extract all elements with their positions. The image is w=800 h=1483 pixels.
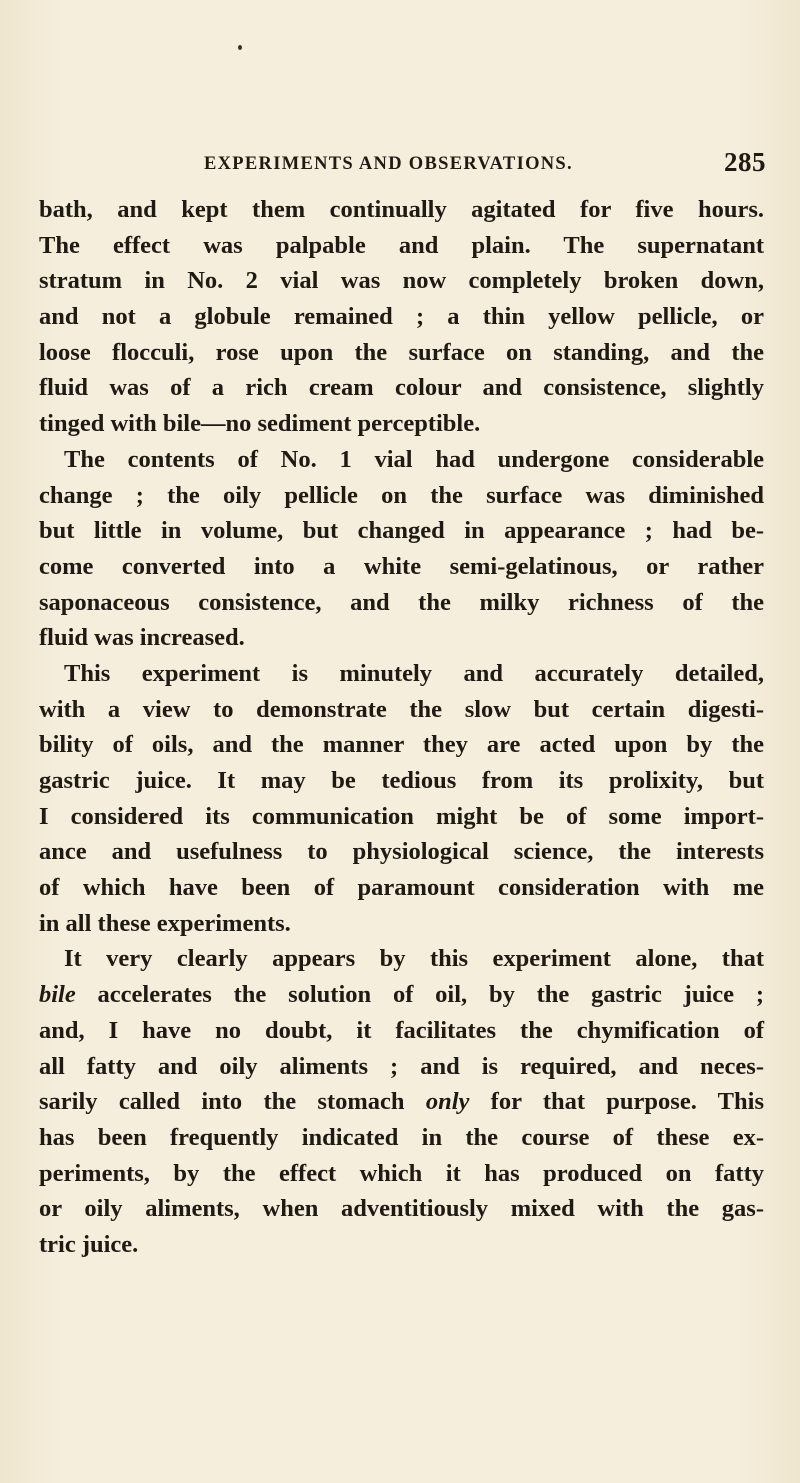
text-line: I considered its communication might be of some import-: [39, 802, 764, 830]
text-line: change ; the oily pellicle on the surface was diminished: [39, 481, 764, 509]
text-line: loose flocculi, rose upon the surface on standing, and the: [39, 338, 764, 366]
text-line: bath, and kept them continually agitated for five hours.: [39, 196, 764, 223]
text-line: saponaceous consistence, and the milky richness of the: [39, 588, 764, 616]
text-line: fluid was of a rich cream colour and consistence, slightly: [39, 374, 764, 402]
running-head: EXPERIMENTS AND OBSERVATIONS.: [204, 154, 573, 174]
text-line: all fatty and oily aliments ; and is required, and neces-: [39, 1052, 764, 1080]
text-fragment: sarily called into the stomach: [39, 1088, 426, 1116]
text-line: in all these experiments.: [39, 909, 291, 937]
text-line: has been frequently indicated in the course of these ex-: [39, 1123, 764, 1151]
text-fragment: accelerates the solution of oil, by the gastric juice ;: [75, 981, 764, 1009]
text-line: come converted into a white semi-gelatinous, or rather: [39, 552, 764, 580]
text-line: The contents of No. 1 vial had undergone considerable: [64, 445, 764, 473]
text-line: of which have been of paramount consideration with me: [39, 874, 764, 902]
italic-word-bile: bile: [39, 981, 76, 1009]
text-line: gastric juice. It may be tedious from its prolixity, but: [39, 767, 764, 794]
text-line-with-italic: [39, 977, 764, 1013]
page-header: [204, 147, 766, 182]
text-line: or oily aliments, when adventitiously mixed with the gas-: [39, 1195, 764, 1223]
text-line: It very clearly appears by this experiment alone, that: [64, 945, 764, 973]
text-line: and not a globule remained ; a thin yellow pellicle, or: [39, 303, 764, 331]
text-line: tinged with bile—no sediment perceptible.: [39, 410, 481, 438]
text-line: bility of oils, and the manner they are acted upon by the: [39, 731, 764, 759]
text-line: fluid was increased.: [39, 624, 245, 652]
text-line: but little in volume, but changed in appearance ; had be-: [39, 517, 764, 545]
text-line: The effect was palpable and plain. The supernatant: [39, 231, 764, 259]
text-line: ance and usefulness to physiological science, the interests: [39, 838, 764, 866]
text-line-with-italic: [39, 1084, 764, 1120]
text-line: periments, by the effect which it has produced on fatty: [39, 1159, 764, 1187]
text-fragment: for that purpose. This: [469, 1088, 764, 1116]
page-number: 285: [724, 147, 766, 177]
text-line: and, I have no doubt, it facilitates the chymification of: [39, 1016, 764, 1044]
text-line: stratum in No. 2 vial was now completely broken down,: [39, 267, 764, 295]
italic-word-only: only: [425, 1088, 470, 1116]
print-speck: [238, 45, 242, 50]
text-line: tric juice.: [39, 1230, 139, 1258]
body-text: [39, 192, 764, 1263]
text-line: with a view to demonstrate the slow but certain digesti-: [39, 695, 764, 723]
text-line: This experiment is minutely and accurately detailed,: [64, 659, 764, 687]
